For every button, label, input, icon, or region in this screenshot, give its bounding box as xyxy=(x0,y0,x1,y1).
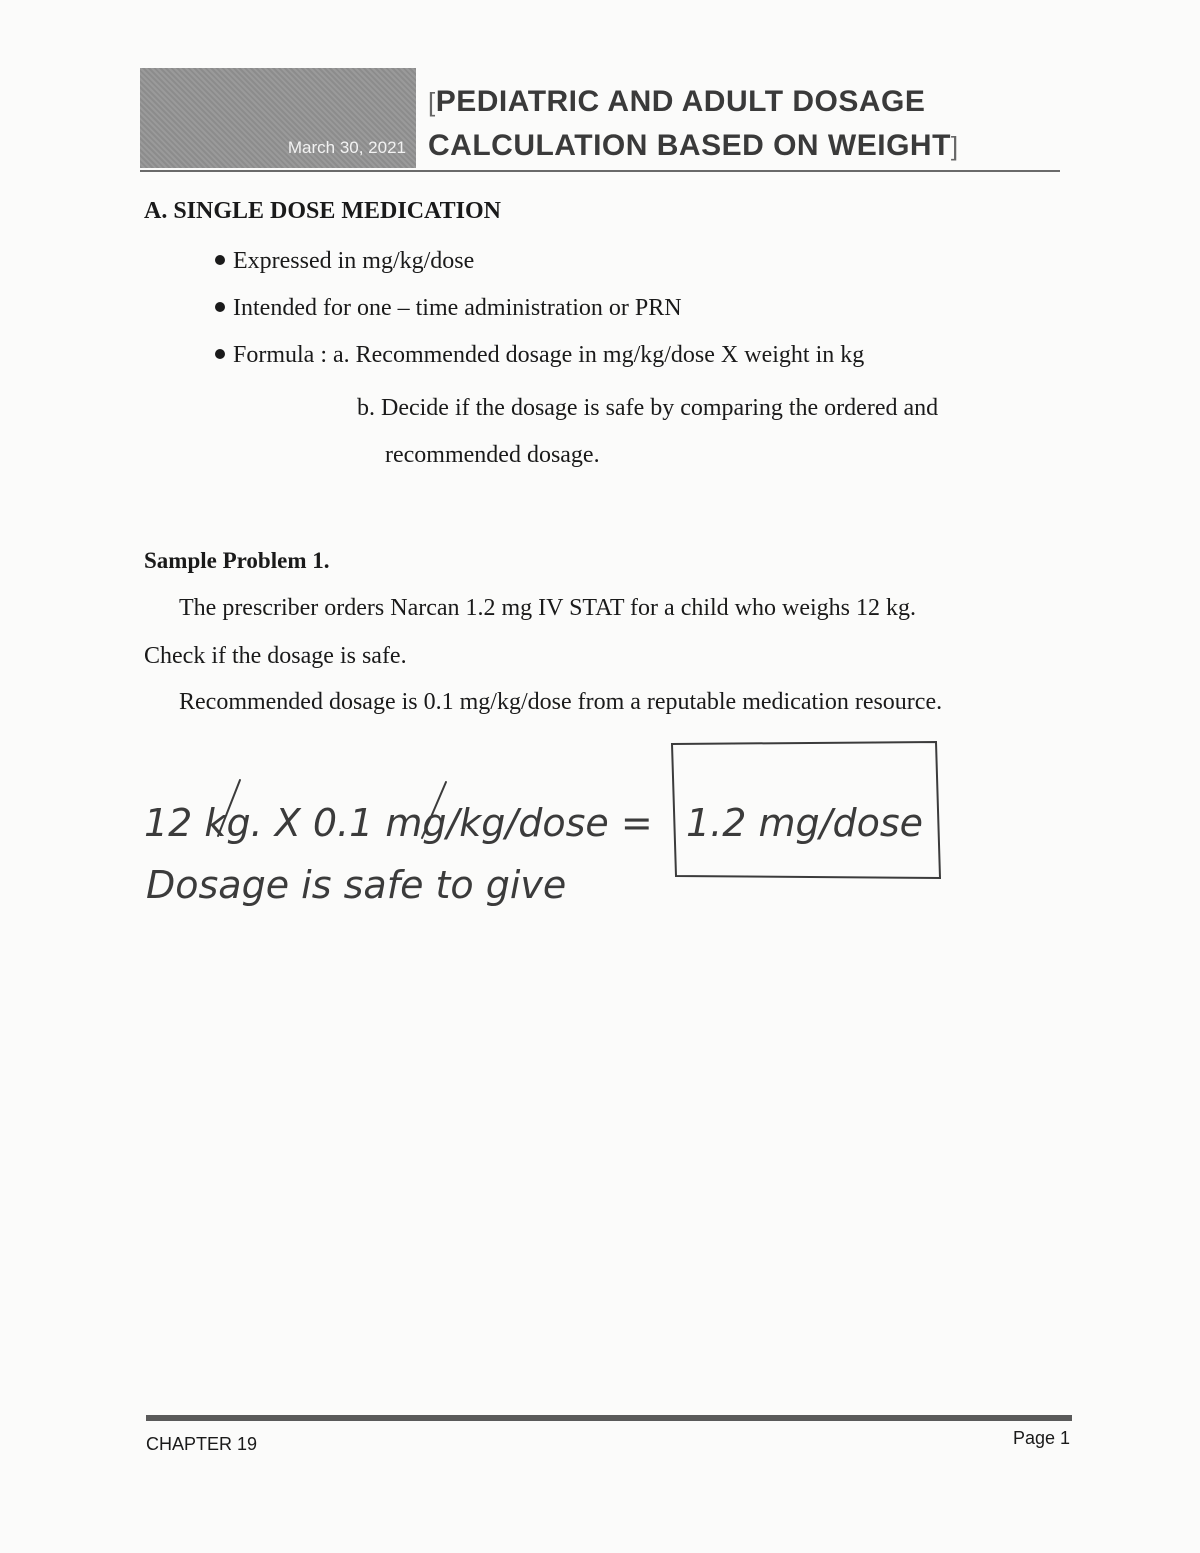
handwritten-equation: 12 kg. X 0.1 mg/kg/dose = xyxy=(144,801,653,845)
bullet-item xyxy=(215,339,864,386)
title-line-1: PEDIATRIC AND ADULT DOSAGE xyxy=(435,85,926,118)
formula-b-line-2: recommended dosage. xyxy=(385,442,600,468)
bullet-text: Intended for one – time administration or PRN xyxy=(233,295,682,321)
sample-problem-heading: Sample Problem 1. xyxy=(144,548,330,573)
page-title xyxy=(428,80,959,168)
bullet-text: Expressed in mg/kg/dose xyxy=(233,248,475,274)
header-rule xyxy=(140,170,1060,172)
date-panel xyxy=(140,68,416,168)
title-line-2: CALCULATION BASED ON WEIGHT xyxy=(428,129,951,162)
problem-paragraph-2: Check if the dosage is safe. xyxy=(144,643,407,669)
problem-paragraph-1: The prescriber orders Narcan 1.2 mg IV STAT for a child who weighs 12 kg. xyxy=(179,595,917,621)
footer-chapter: CHAPTER 19 xyxy=(146,1434,258,1454)
handwritten-conclusion: Dosage is safe to give xyxy=(146,863,567,907)
bullet-text: Formula : a. Recommended dosage in mg/kg/dose X weight in kg xyxy=(233,342,865,368)
bullet-item xyxy=(215,245,864,292)
bullet-dot-icon xyxy=(215,349,225,359)
formula-step-b xyxy=(357,385,938,479)
section-a-bullets xyxy=(215,245,864,386)
problem-paragraph-3: Recommended dosage is 0.1 mg/kg/dose from a reputable medication resource. xyxy=(179,689,943,715)
page-header xyxy=(140,68,1060,174)
handwritten-answer: 1.2 mg/dose xyxy=(686,801,923,845)
bullet-item xyxy=(215,292,864,339)
handwritten-solution xyxy=(120,740,960,940)
section-a-heading: A. SINGLE DOSE MEDICATION xyxy=(144,198,501,224)
footer-rule xyxy=(146,1415,1072,1421)
header-date: March 30, 2021 xyxy=(287,138,406,157)
formula-b-line-1: b. Decide if the dosage is safe by comparing the ordered and xyxy=(357,395,939,421)
footer-page-number: Page 1 xyxy=(1012,1428,1070,1448)
bullet-dot-icon xyxy=(215,255,225,265)
bullet-dot-icon xyxy=(215,302,225,312)
title-bracket-close: ] xyxy=(950,131,959,161)
title-bracket-open: [ xyxy=(428,87,436,117)
